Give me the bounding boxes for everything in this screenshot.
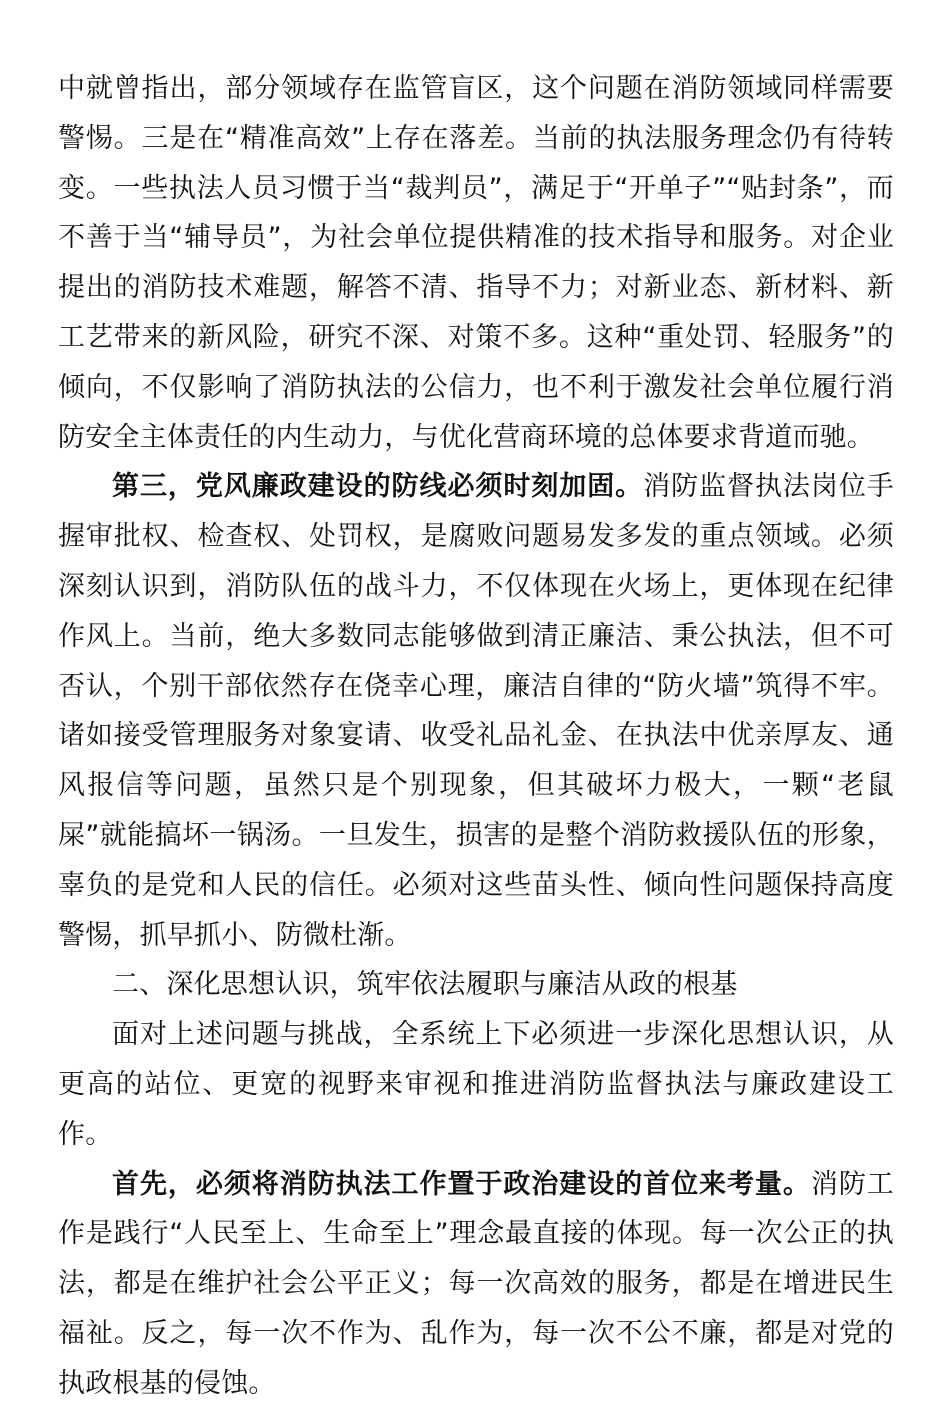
paragraph-intro: [58, 1010, 894, 1159]
paragraph-text: 中就曾指出，部分领域存在监管盲区，这个问题在消防领域同样需要警惕。三是在“精准高效”上存在落差。当前的执法服务理念仍有待转变。一些执法人员习惯于当“裁判员”，满足于“开单子”“贴封条”，而不善于当“辅导员”，为社会单位提供精准的技术指导和服务。对企业提出的消防技术难题，解答不清、指导不力；对新业态、新材料、新工艺带来的新风险，研究不深、对策不多。这种“重处罚、轻服务”的倾向，不仅影响了消防执法的公信力，也不利于激发社会单位履行消防安全主体责任的内生动力，与优化营商环境的总体要求背道而驰。: [58, 73, 894, 453]
paragraph-lead-bold: 首先，必须将消防执法工作置于政治建设的首位来考量。: [112, 1168, 811, 1200]
paragraph-continuation: [58, 64, 894, 462]
paragraph-text: 消防监督执法岗位手握审批权、检查权、处罚权，是腐败问题易发多发的重点领域。必须深刻认识到，消防队伍的战斗力，不仅体现在火场上，更体现在纪律作风上。当前，绝大多数同志能够做到清正廉洁、秉公执法，但不可否认，个别干部依然存在侥幸心理，廉洁自律的“防火墙”筑得不牢。诸如接受管理服务对象宴请、收受礼品礼金、在执法中优亲厚友、通风报信等问题，虽然只是个别现象，但其破坏力极大，一颗“老鼠屎”就能搞坏一锅汤。一旦发生，损害的是整个消防救援队伍的形象，辜负的是党和人民的信任。必须对这些苗头性、倾向性问题保持高度警惕，抓早抓小、防微杜渐。: [58, 471, 894, 951]
section-heading: [58, 960, 894, 1010]
section-heading-text: 二、深化思想认识，筑牢依法履职与廉洁从政的根基: [112, 969, 738, 1001]
paragraph-lead-bold: 第三，党风廉政建设的防线必须时刻加固。: [112, 471, 644, 503]
document-page: [58, 64, 894, 1409]
paragraph-text: 面对上述问题与挑战，全系统上下必须进一步深化思想认识，从更高的站位、更宽的视野来审视和推进消防监督执法与廉政建设工作。: [58, 1019, 894, 1150]
paragraph-text: 消防工作是践行“人民至上、生命至上”理念最直接的体现。每一次公正的执法，都是在维护社会公平正义；每一次高效的服务，都是在增进民生福祉。反之，每一次不作为、乱作为，每一次不公不廉，都是对党的执政根基的侵蚀。: [58, 1168, 895, 1399]
paragraph-third-point: [58, 462, 894, 960]
paragraph-first-point: [58, 1160, 894, 1409]
